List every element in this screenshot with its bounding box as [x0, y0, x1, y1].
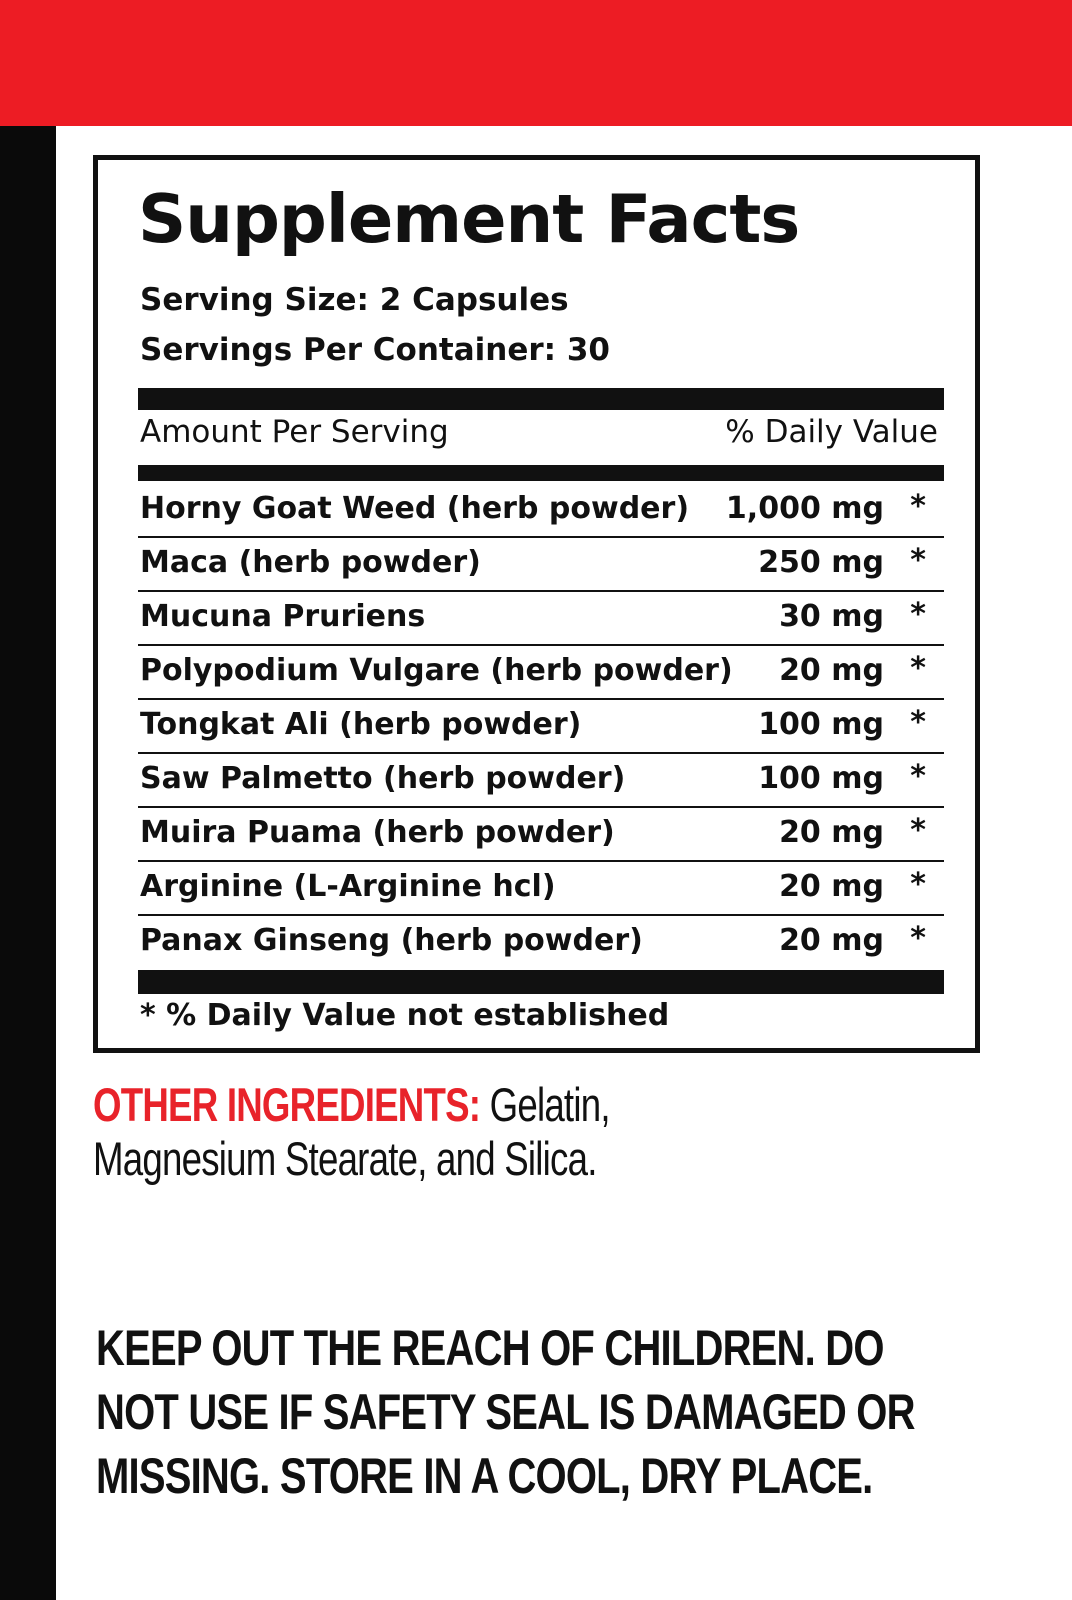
thick-divider-middle	[138, 465, 944, 481]
serving-size: Serving Size: 2 Capsules	[140, 282, 569, 318]
other-ingredients-label: OTHER INGREDIENTS:	[93, 1078, 481, 1131]
ingredient-row	[138, 862, 944, 916]
ingredient-amount: 20 mg	[779, 653, 884, 688]
ingredient-name: Arginine (L-Arginine hcl)	[140, 869, 556, 904]
ingredient-daily-value: *	[910, 759, 926, 794]
ingredient-name: Muira Puama (herb powder)	[140, 815, 615, 850]
ingredient-name: Panax Ginseng (herb powder)	[140, 923, 643, 958]
left-black-bar	[0, 126, 56, 1600]
ingredient-row	[138, 484, 944, 538]
top-red-bar	[0, 0, 1072, 126]
ingredient-daily-value: *	[910, 921, 926, 956]
ingredient-daily-value: *	[910, 651, 926, 686]
ingredient-name: Polypodium Vulgare (herb powder)	[140, 653, 733, 688]
ingredient-name: Horny Goat Weed (herb powder)	[140, 491, 690, 526]
ingredient-amount: 20 mg	[779, 869, 884, 904]
thick-divider-bottom	[138, 970, 944, 994]
ingredient-amount: 100 mg	[758, 761, 884, 796]
other-ingredients-text: Gelatin, Magnesium Stearate, and Silica.	[93, 1078, 610, 1185]
ingredient-row	[138, 916, 944, 968]
ingredient-daily-value: *	[910, 489, 926, 524]
ingredient-name: Saw Palmetto (herb powder)	[140, 761, 626, 796]
ingredient-list	[138, 484, 944, 968]
supplement-facts-panel	[93, 155, 980, 1053]
daily-value-footnote: * % Daily Value not established	[140, 998, 670, 1033]
ingredient-amount: 20 mg	[779, 815, 884, 850]
thick-divider-top	[138, 388, 944, 410]
ingredient-daily-value: *	[910, 867, 926, 902]
ingredient-daily-value: *	[910, 543, 926, 578]
ingredient-name: Mucuna Pruriens	[140, 599, 426, 634]
ingredient-daily-value: *	[910, 597, 926, 632]
ingredient-row	[138, 646, 944, 700]
ingredient-daily-value: *	[910, 705, 926, 740]
servings-per-container: Servings Per Container: 30	[140, 332, 610, 368]
ingredient-amount: 250 mg	[758, 545, 884, 580]
ingredient-row	[138, 538, 944, 592]
ingredient-amount: 30 mg	[779, 599, 884, 634]
ingredient-row	[138, 700, 944, 754]
warning-text: KEEP OUT THE REACH OF CHILDREN. DO NOT USE IF SAFETY SEAL IS DAMAGED OR MISSING. STORE IN A COOL, DRY PLACE.	[96, 1320, 915, 1504]
ingredient-row	[138, 592, 944, 646]
ingredient-row	[138, 754, 944, 808]
ingredient-name: Tongkat Ali (herb powder)	[140, 707, 582, 742]
ingredient-row	[138, 808, 944, 862]
ingredient-amount: 100 mg	[758, 707, 884, 742]
ingredient-daily-value: *	[910, 813, 926, 848]
amount-per-serving-header: Amount Per Serving	[140, 414, 449, 450]
other-ingredients	[93, 1078, 795, 1186]
ingredient-amount: 20 mg	[779, 923, 884, 958]
ingredient-amount: 1,000 mg	[725, 491, 884, 526]
ingredient-name: Maca (herb powder)	[140, 545, 481, 580]
facts-title: Supplement Facts	[138, 180, 800, 258]
daily-value-header: % Daily Value	[725, 414, 938, 450]
